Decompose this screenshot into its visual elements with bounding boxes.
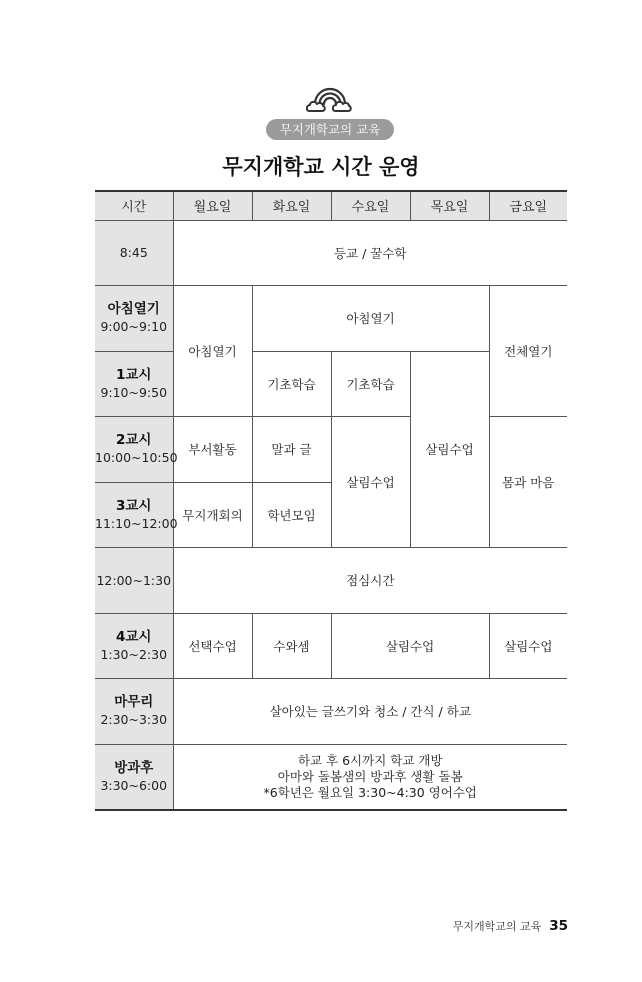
time-cell	[95, 679, 173, 745]
time-label: 4교시	[116, 628, 152, 645]
page-number: 35	[549, 918, 568, 934]
time-range: 3:30~6:00	[100, 777, 168, 793]
schedule-cell: 기초학습	[331, 351, 410, 417]
time-cell	[95, 613, 173, 679]
schedule-cell: 살림수업	[331, 417, 410, 548]
schedule-cell: 살아있는 글쓰기와 청소 / 간식 / 하교	[173, 679, 567, 745]
schedule-cell: 살림수업	[331, 613, 489, 679]
note-line: 아마와 돌봄샘의 방과후 생활 돌봄	[277, 768, 463, 784]
note-line: 하교 후 6시까지 학교 개방	[297, 752, 443, 768]
schedule-cell: 전체열기	[489, 286, 567, 417]
time-label: 1교시	[116, 366, 152, 383]
header-monday: 월요일	[173, 191, 252, 220]
schedule-cell: 부서활동	[173, 417, 252, 483]
schedule-cell: 점심시간	[173, 548, 567, 614]
schedule-cell: 말과 글	[252, 417, 331, 483]
time-cell	[95, 548, 173, 614]
schedule-cell: 아침열기	[252, 286, 489, 352]
time-range: 1:30~2:30	[100, 646, 168, 662]
table-row	[95, 744, 567, 810]
header-time: 시간	[95, 191, 173, 220]
time-range: 12:00~1:30	[96, 572, 172, 588]
page-title: 무지개학교 시간 운영	[222, 155, 420, 179]
time-label: 방과후	[114, 759, 154, 776]
after-school-note	[173, 744, 567, 810]
table-header-row	[95, 191, 567, 220]
time-label: 마무리	[114, 694, 154, 711]
time-cell	[95, 417, 178, 483]
schedule-cell: 살림수업	[489, 613, 567, 679]
time-range: 8:45	[119, 245, 148, 261]
time-label: 아침열기	[107, 301, 160, 318]
header-tuesday: 화요일	[252, 191, 331, 220]
schedule-cell: 살림수업	[410, 351, 489, 548]
time-label: 3교시	[116, 497, 152, 514]
time-range: 11:10~12:00	[95, 515, 178, 531]
schedule-cell: 기초학습	[252, 351, 331, 417]
category-pill: 무지개학교의 교육	[266, 119, 394, 140]
table-row	[95, 220, 567, 286]
table-row	[95, 679, 567, 745]
table-row	[95, 613, 567, 679]
header-wednesday: 수요일	[331, 191, 410, 220]
time-cell	[95, 744, 173, 810]
header-thursday: 목요일	[410, 191, 489, 220]
time-cell	[95, 286, 173, 352]
schedule-cell: 아침열기	[173, 286, 252, 417]
table-row	[95, 548, 567, 614]
schedule-cell: 무지개회의	[173, 482, 252, 548]
table-row	[95, 286, 567, 352]
footer-section: 무지개학교의 교육	[452, 920, 542, 933]
rainbow-cloud-icon	[306, 84, 354, 114]
time-range: 2:30~3:30	[100, 712, 168, 728]
schedule-cell: 몸과 마음	[489, 417, 567, 548]
time-label: 2교시	[116, 432, 152, 449]
schedule-table	[95, 190, 567, 811]
schedule-cell: 선택수업	[173, 613, 252, 679]
schedule-cell: 학년모임	[252, 482, 331, 548]
time-range: 9:00~9:10	[100, 319, 168, 335]
schedule-cell: 수와셈	[252, 613, 331, 679]
time-cell	[95, 351, 173, 417]
note-line: *6학년은 월요일 3:30~4:30 영어수업	[263, 784, 477, 800]
page-footer	[453, 918, 568, 934]
schedule-cell: 등교 / 꿀수학	[173, 220, 567, 286]
time-cell	[95, 220, 173, 286]
time-range: 9:10~9:50	[100, 384, 168, 400]
time-cell	[95, 482, 178, 548]
table-row	[95, 417, 567, 483]
time-range: 10:00~10:50	[95, 450, 178, 466]
header-friday: 금요일	[489, 191, 567, 220]
